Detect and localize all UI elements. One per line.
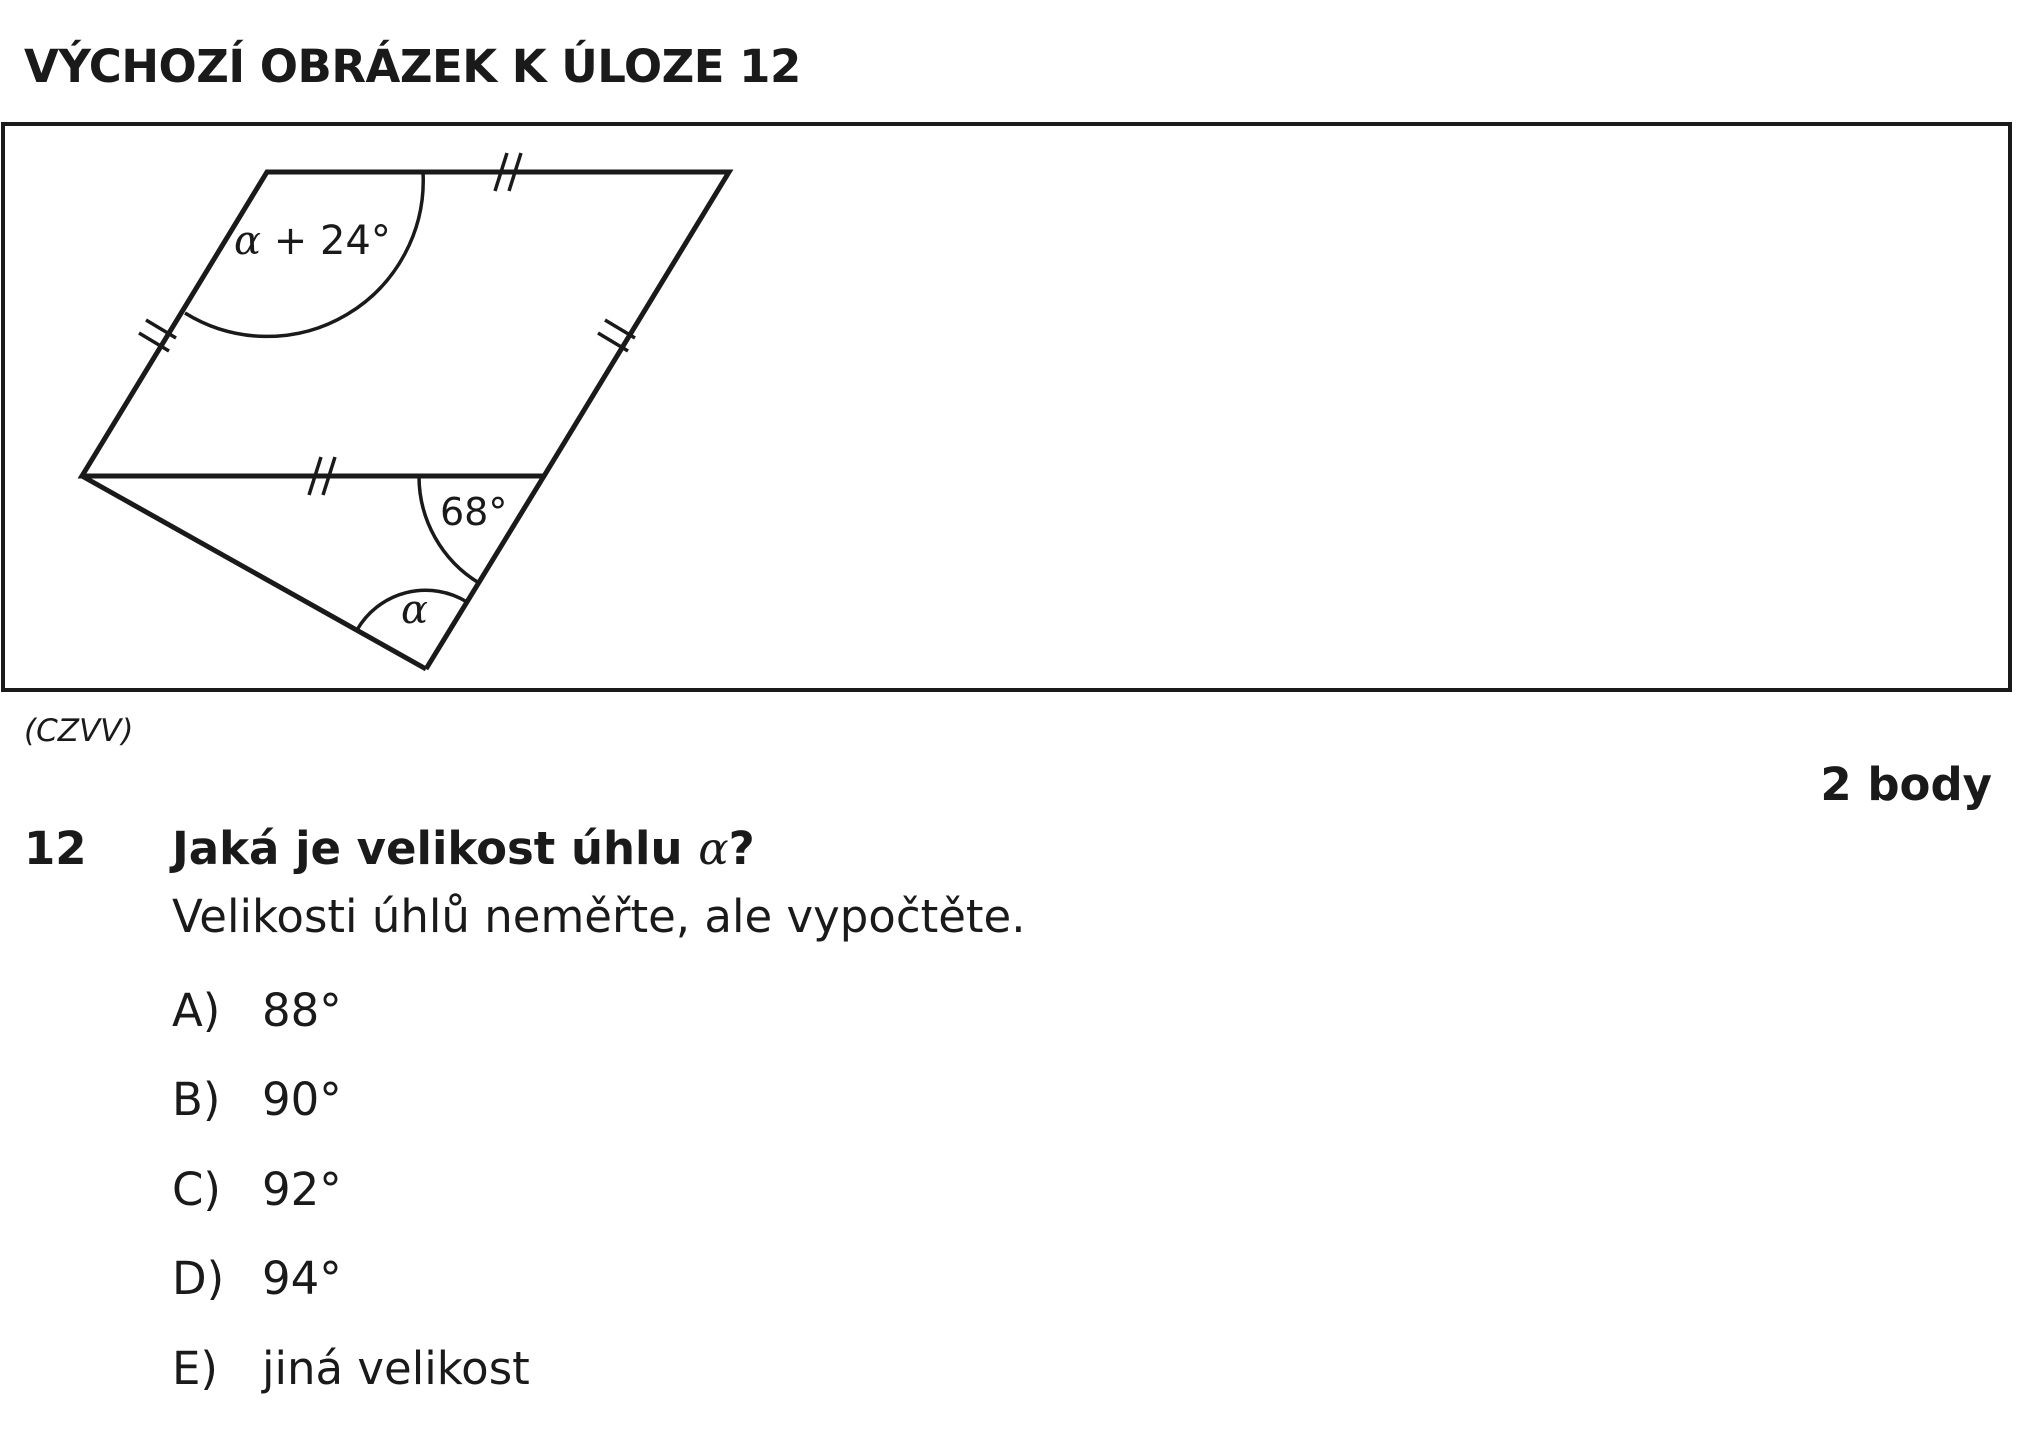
answer-option-e[interactable]	[172, 1342, 530, 1395]
question-alpha: α	[698, 822, 729, 875]
option-letter: D)	[172, 1252, 225, 1305]
answer-option-c[interactable]	[172, 1163, 342, 1216]
option-value: 92°	[262, 1163, 342, 1216]
answer-option-b[interactable]	[172, 1073, 342, 1126]
rhombus-shape	[82, 172, 729, 476]
option-letter: E)	[172, 1342, 218, 1395]
alpha-symbol: α	[234, 218, 262, 264]
question-main: Jaká je velikost úhlu	[172, 822, 699, 875]
question-mark: ?	[728, 822, 755, 875]
triangle-side-left	[82, 476, 429, 669]
answer-option-a[interactable]	[172, 984, 342, 1037]
option-value: 90°	[262, 1073, 342, 1126]
option-value: 94°	[262, 1252, 342, 1305]
geometry-figure	[5, 126, 2008, 688]
angle-offset: + 24°	[261, 218, 391, 264]
section-heading: VÝCHOZÍ OBRÁZEK K ÚLOZE 12	[24, 40, 801, 93]
option-value: 88°	[262, 984, 342, 1037]
angle-label-alpha: α	[401, 587, 429, 633]
option-value: jiná velikost	[262, 1342, 530, 1395]
option-letter: C)	[172, 1163, 221, 1216]
angle-label-top	[234, 218, 391, 264]
option-letter: A)	[172, 984, 221, 1037]
task-number: 12	[24, 822, 87, 875]
source-credit: (CZVV)	[24, 713, 134, 749]
points-label: 2 body	[1820, 758, 1992, 811]
answer-option-d[interactable]	[172, 1252, 342, 1305]
question-text	[172, 822, 755, 875]
figure-frame	[1, 122, 2012, 692]
angle-label-68: 68°	[440, 490, 508, 534]
option-letter: B)	[172, 1073, 221, 1126]
task-instruction: Velikosti úhlů neměřte, ale vypočtěte.	[172, 890, 1026, 943]
tick-mark	[605, 320, 635, 338]
